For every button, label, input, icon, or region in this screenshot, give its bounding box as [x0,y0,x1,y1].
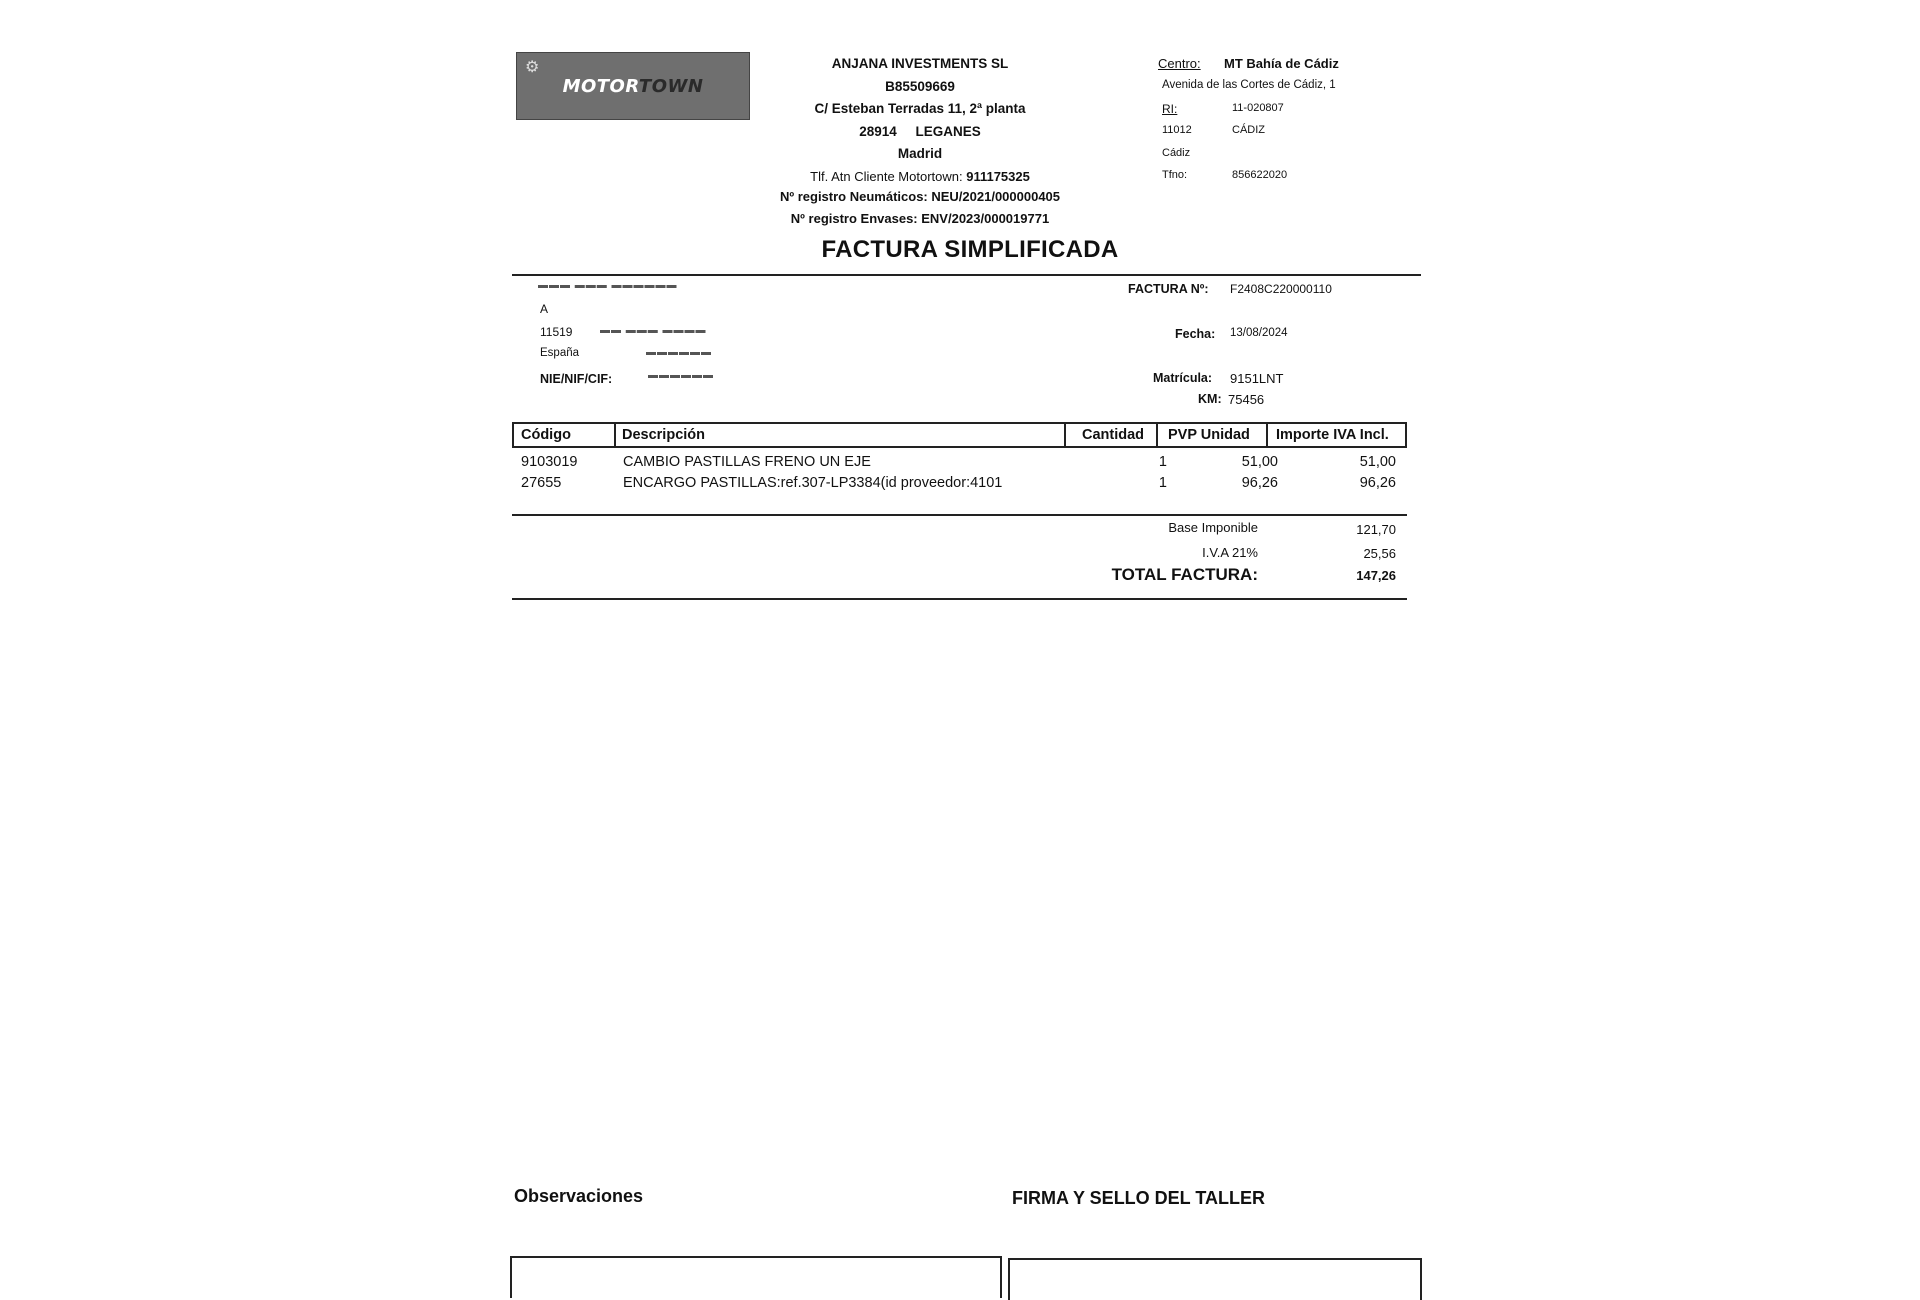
column-header-code: Código [521,427,571,443]
company-tyre-registry: Nº registro Neumáticos: NEU/2021/000000405 [779,189,1061,204]
row-description: CAMBIO PASTILLAS FRENO UN EJE [623,454,871,470]
company-phone-label: Tlf. Atn Cliente Motortown: [810,168,963,184]
items-table-header [512,422,1407,448]
invoice-date: 13/08/2024 [1230,327,1288,339]
motortown-logo [516,52,750,120]
centro-province: Cádiz [1162,147,1191,159]
logo-text-town: TOWN [638,75,704,97]
client-nif-label: NIE/NIF/CIF: [540,372,613,386]
column-header-unit-price: PVP Unidad [1168,427,1250,443]
company-address: C/ Esteban Terradas 11, 2ª planta [814,101,1026,116]
table-bottom-rule [512,514,1407,516]
company-name: ANJANA INVESTMENTS SL [831,56,1009,71]
observations-label: Observaciones [514,1186,644,1206]
client-phone-redacted: ▬▬▬▬▬▬ [646,347,712,358]
row-total: 51,00 [1359,454,1396,470]
signature-label: FIRMA Y SELLO DEL TALLER [1012,1188,1266,1208]
centro-address: Avenida de las Cortes de Cádiz, 1 [1162,79,1336,91]
company-city: LEGANES [915,123,981,139]
column-divider [1156,424,1158,446]
wrench-icon: ⚙ [525,59,540,76]
row-quantity: 1 [1158,475,1167,491]
row-quantity: 1 [1158,454,1167,470]
column-header-quantity: Cantidad [1082,427,1145,443]
column-divider [614,424,616,446]
km-label: KM: [1198,392,1222,406]
client-address-line: A [540,302,549,316]
logo-text [563,76,704,97]
row-total: 96,26 [1359,475,1396,491]
total-label: TOTAL FACTURA: [1111,565,1258,584]
centro-ri-label: RI: [1162,102,1178,116]
title-divider [512,274,1421,276]
plate-number: 9151LNT [1230,371,1284,386]
iva-label: I.V.A 21% [1202,545,1258,560]
client-country: España [540,347,580,359]
logo-text-motor: MOTOR [562,75,639,97]
centro-phone: 856622020 [1232,169,1288,181]
client-postal-code: 11519 [540,325,573,339]
centro-label: Centro: [1158,56,1201,71]
column-divider [1266,424,1268,446]
table-row [521,475,1401,497]
client-nif-redacted: ▬▬▬▬▬▬ [648,370,714,381]
iva-value: 25,56 [1363,546,1396,561]
column-divider [1064,424,1066,446]
invoice-number: F2408C220000110 [1230,282,1332,296]
column-header-total: Importe IVA Incl. [1276,427,1389,443]
company-phone: 911175325 [966,168,1030,184]
table-row [521,454,1401,476]
centro-city: CÁDIZ [1232,124,1265,136]
centro-ri: 11-020807 [1232,102,1284,114]
row-description: ENCARGO PASTILLAS:ref.307-LP3384(id proveedor:4101 [623,475,1003,491]
company-postal-code: 28914 [859,123,897,139]
invoice-date-label: Fecha: [1175,327,1216,341]
total-value: 147,26 [1356,568,1396,583]
km-value: 75456 [1228,392,1265,407]
document-title: FACTURA SIMPLIFICADA [821,236,1119,263]
invoice-number-label: FACTURA Nº: [1128,282,1209,296]
column-header-description: Descripción [622,427,705,443]
plate-label: Matrícula: [1153,371,1213,385]
client-name-redacted: ▬▬▬ ▬▬▬ ▬▬▬▬▬▬ [538,280,678,291]
observations-box [510,1256,1002,1298]
totals-bottom-rule [512,598,1407,600]
centro-phone-label: Tfno: [1162,169,1188,181]
centro-name: MT Bahía de Cádiz [1224,56,1339,71]
row-code: 27655 [521,475,562,491]
company-cif: B85509669 [885,78,955,94]
base-value: 121,70 [1356,522,1396,537]
company-info [770,53,1070,232]
signature-box [1008,1258,1422,1300]
company-phone-line [770,166,1070,189]
client-city-redacted: ▬▬ ▬▬▬ ▬▬▬▬ [600,325,707,336]
base-label: Base Imponible [1168,520,1258,535]
company-city-line [770,121,1070,144]
row-code: 9103019 [521,454,578,470]
centro-postal-code: 11012 [1162,124,1192,136]
row-unit-price: 96,26 [1241,475,1278,491]
row-unit-price: 51,00 [1241,454,1278,470]
company-packaging-registry: Nº registro Envases: ENV/2023/000019771 [790,211,1050,226]
company-province: Madrid [897,146,943,161]
